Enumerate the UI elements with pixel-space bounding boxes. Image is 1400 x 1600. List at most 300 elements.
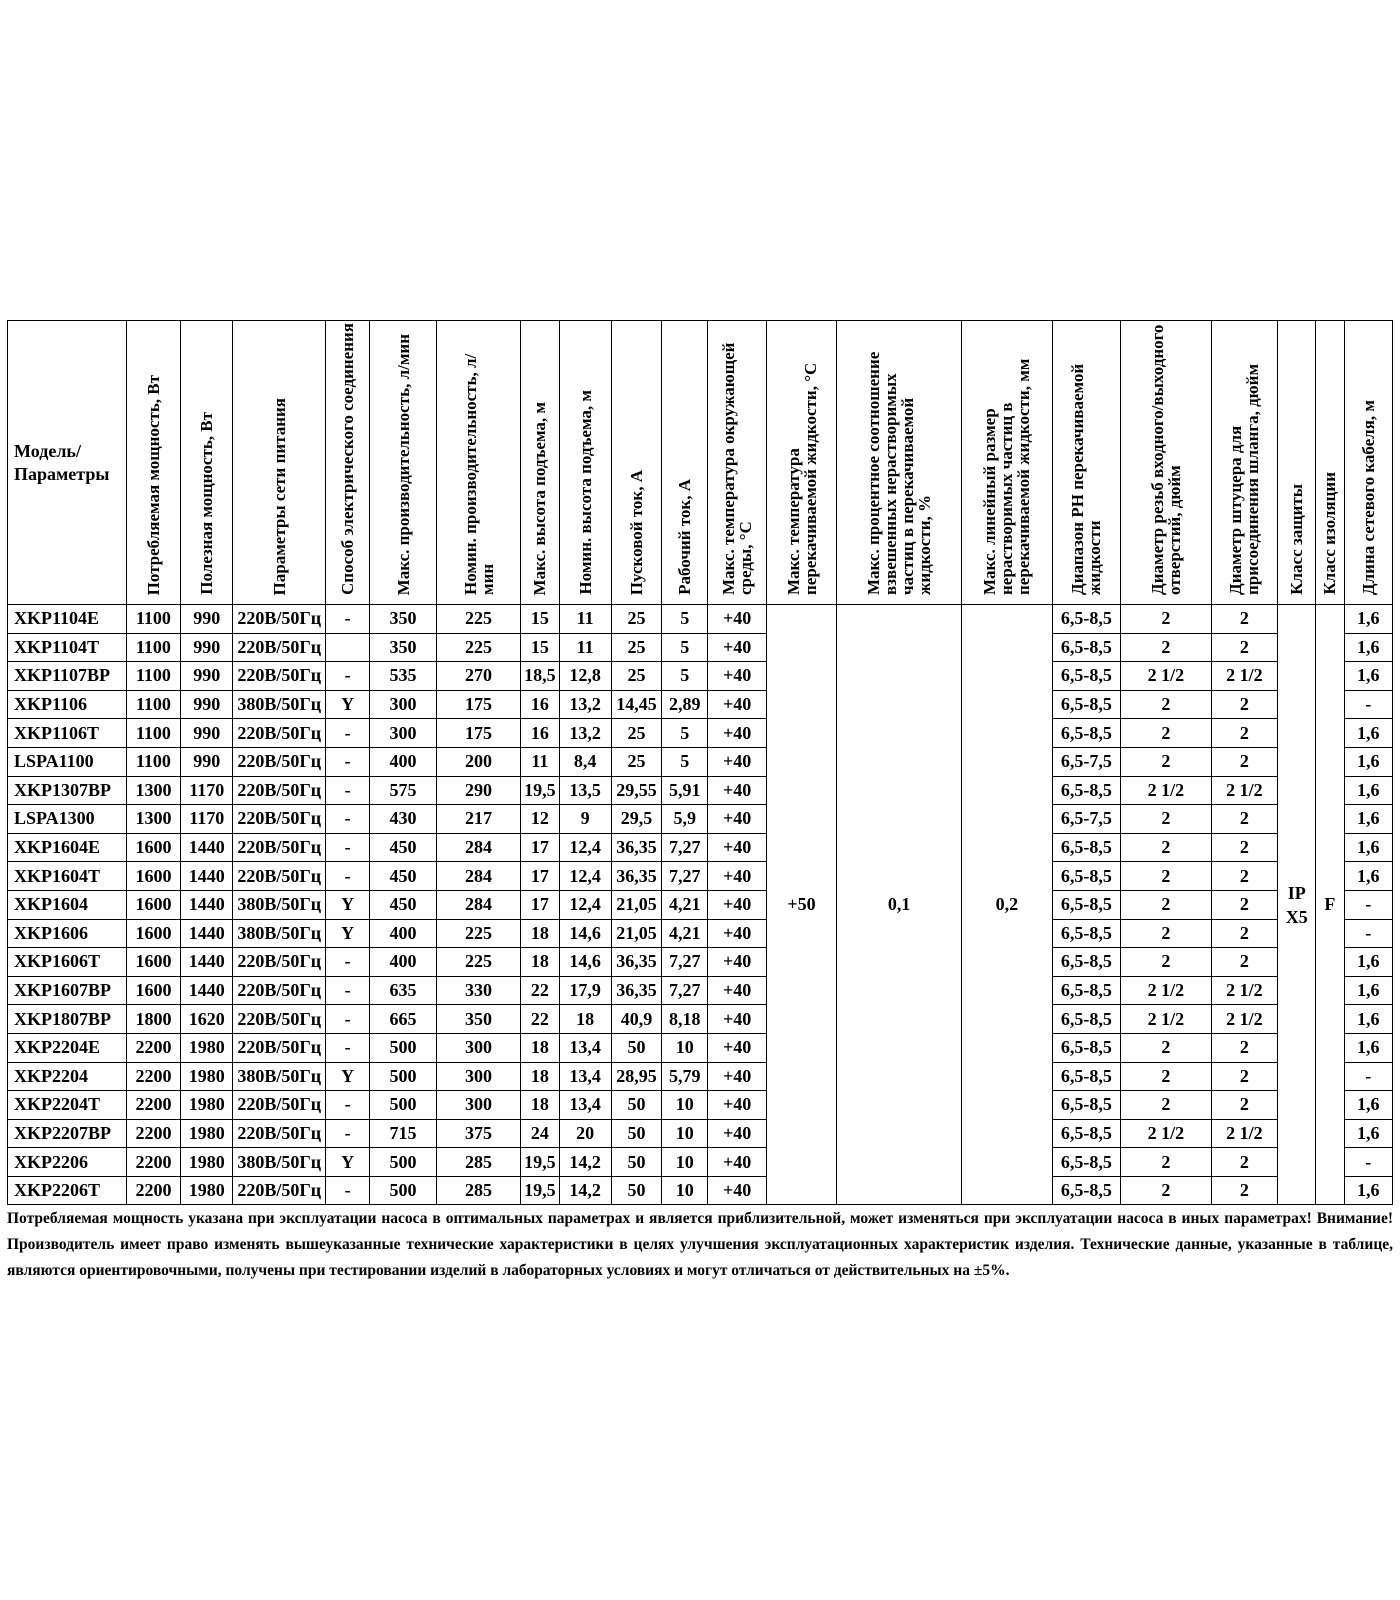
cell-conn: - xyxy=(326,776,370,805)
cell-env: +40 xyxy=(708,948,766,977)
cell-nomflow: 284 xyxy=(436,862,521,891)
cell-hose: 2 1/2 xyxy=(1211,1119,1277,1148)
cell-power: 2200 xyxy=(126,1176,180,1205)
cell-net: 380В/50Гц xyxy=(233,1062,326,1091)
cell-maxhead: 17 xyxy=(521,833,559,862)
cell-conn: - xyxy=(326,747,370,776)
cell-power: 1100 xyxy=(126,690,180,719)
column-header-label: Потребляемая мощность, Вт xyxy=(143,374,163,595)
cell-cable: - xyxy=(1344,690,1393,719)
cell-cable: 1,6 xyxy=(1344,1176,1393,1205)
cell-work: 10 xyxy=(662,1176,708,1205)
cell-hose: 2 1/2 xyxy=(1211,976,1277,1005)
cell-maxhead: 19,5 xyxy=(521,1148,559,1177)
cell-start: 50 xyxy=(611,1091,661,1120)
cell-maxhead: 22 xyxy=(521,976,559,1005)
cell-hose: 2 xyxy=(1211,890,1277,919)
cell-nomhead: 8,4 xyxy=(559,747,611,776)
column-header xyxy=(1278,321,1316,605)
cell-power: 1600 xyxy=(126,976,180,1005)
cell-net: 220В/50Гц xyxy=(233,1091,326,1120)
cell-nomflow: 225 xyxy=(436,633,521,662)
cell-hose: 2 xyxy=(1211,690,1277,719)
cell-ph: 6,5-8,5 xyxy=(1052,1033,1120,1062)
column-header-label: Макс. температура перекачиваемой жидкости, °С xyxy=(783,362,820,595)
cell-start: 25 xyxy=(611,662,661,691)
cell-nomflow: 375 xyxy=(436,1119,521,1148)
cell-model: XKP1606 xyxy=(8,919,127,948)
cell-nomhead: 14,6 xyxy=(559,948,611,977)
cell-start: 25 xyxy=(611,719,661,748)
model-header: Модель/ Параметры xyxy=(8,321,127,605)
cell-maxflow: 500 xyxy=(370,1148,436,1177)
cell-env: +40 xyxy=(708,1091,766,1120)
cell-start: 36,35 xyxy=(611,948,661,977)
cell-net: 220В/50Гц xyxy=(233,776,326,805)
cell-conn: Y xyxy=(326,690,370,719)
cell-useful: 1440 xyxy=(181,948,233,977)
cell-thread: 2 xyxy=(1121,1148,1212,1177)
cell-conn: - xyxy=(326,1033,370,1062)
cell-cable: 1,6 xyxy=(1344,719,1393,748)
column-header-label: Класс изоляции xyxy=(1320,472,1340,595)
cell-model: XKP1104T xyxy=(8,633,127,662)
cell-thread: 2 xyxy=(1121,919,1212,948)
cell-hose: 2 1/2 xyxy=(1211,662,1277,691)
cell-work: 10 xyxy=(662,1033,708,1062)
cell-net: 220В/50Гц xyxy=(233,862,326,891)
cell-model: XKP2204E xyxy=(8,1033,127,1062)
cell-maxhead: 18 xyxy=(521,1062,559,1091)
cell-useful: 1980 xyxy=(181,1119,233,1148)
cell-maxhead: 16 xyxy=(521,690,559,719)
table-row xyxy=(8,719,1393,748)
cell-power: 1100 xyxy=(126,719,180,748)
cell-conn: - xyxy=(326,605,370,634)
cell-maxhead: 19,5 xyxy=(521,1176,559,1205)
cell-nomhead: 20 xyxy=(559,1119,611,1148)
cell-hose: 2 xyxy=(1211,1033,1277,1062)
column-header xyxy=(1344,321,1393,605)
cell-ph: 6,5-8,5 xyxy=(1052,976,1120,1005)
column-header-label: Диапазон PH перекачиваемой жидкости xyxy=(1068,363,1105,595)
header-row xyxy=(8,321,1393,605)
cell-max-liquid-temp: +50 xyxy=(766,605,836,1205)
cell-work: 10 xyxy=(662,1119,708,1148)
cell-ph: 6,5-8,5 xyxy=(1052,1005,1120,1034)
cell-conn: - xyxy=(326,1119,370,1148)
cell-net: 220В/50Гц xyxy=(233,976,326,1005)
table-row xyxy=(8,1005,1393,1034)
cell-start: 36,35 xyxy=(611,862,661,891)
cell-conn: - xyxy=(326,1091,370,1120)
cell-maxflow: 300 xyxy=(370,690,436,719)
cell-model: XKP1106 xyxy=(8,690,127,719)
cell-thread: 2 xyxy=(1121,690,1212,719)
cell-cable: 1,6 xyxy=(1344,747,1393,776)
cell-maxhead: 16 xyxy=(521,719,559,748)
cell-maxflow: 500 xyxy=(370,1091,436,1120)
cell-start: 36,35 xyxy=(611,976,661,1005)
column-header xyxy=(662,321,708,605)
cell-work: 7,27 xyxy=(662,833,708,862)
table-row xyxy=(8,662,1393,691)
cell-power: 1800 xyxy=(126,1005,180,1034)
cell-model: XKP1606T xyxy=(8,948,127,977)
column-header-label: Длина сетевого кабеля, м xyxy=(1358,399,1378,595)
cell-useful: 990 xyxy=(181,690,233,719)
cell-maxhead: 18 xyxy=(521,1091,559,1120)
cell-nomflow: 330 xyxy=(436,976,521,1005)
cell-hose: 2 xyxy=(1211,833,1277,862)
cell-model: XKP1104E xyxy=(8,605,127,634)
cell-cable: 1,6 xyxy=(1344,1091,1393,1120)
cell-ph: 6,5-8,5 xyxy=(1052,862,1120,891)
cell-conn: - xyxy=(326,976,370,1005)
cell-conn: - xyxy=(326,862,370,891)
cell-useful: 1980 xyxy=(181,1176,233,1205)
cell-maxflow: 350 xyxy=(370,605,436,634)
cell-model: XKP1604 xyxy=(8,890,127,919)
column-header xyxy=(436,321,521,605)
cell-cable: 1,6 xyxy=(1344,833,1393,862)
cell-hose: 2 1/2 xyxy=(1211,776,1277,805)
cell-cable: - xyxy=(1344,890,1393,919)
cell-nomflow: 217 xyxy=(436,805,521,834)
cell-model: XKP1607BP xyxy=(8,976,127,1005)
cell-power: 1100 xyxy=(126,747,180,776)
cell-cable: 1,6 xyxy=(1344,1005,1393,1034)
cell-net: 220В/50Гц xyxy=(233,605,326,634)
cell-net: 220В/50Гц xyxy=(233,805,326,834)
cell-thread: 2 1/2 xyxy=(1121,1119,1212,1148)
cell-particle-percent: 0,1 xyxy=(837,605,962,1205)
cell-conn: - xyxy=(326,1005,370,1034)
cell-model: XKP2206 xyxy=(8,1148,127,1177)
cell-model: XKP1604E xyxy=(8,833,127,862)
cell-nomflow: 285 xyxy=(436,1148,521,1177)
cell-env: +40 xyxy=(708,890,766,919)
cell-nomhead: 9 xyxy=(559,805,611,834)
cell-start: 25 xyxy=(611,633,661,662)
cell-useful: 990 xyxy=(181,662,233,691)
table-row xyxy=(8,919,1393,948)
cell-work: 10 xyxy=(662,1148,708,1177)
cell-thread: 2 1/2 xyxy=(1121,662,1212,691)
cell-start: 25 xyxy=(611,747,661,776)
cell-model: LSPA1100 xyxy=(8,747,127,776)
column-header xyxy=(370,321,436,605)
table-row xyxy=(8,805,1393,834)
cell-nomflow: 284 xyxy=(436,890,521,919)
cell-cable: - xyxy=(1344,1148,1393,1177)
table-row xyxy=(8,890,1393,919)
cell-start: 36,35 xyxy=(611,833,661,862)
cell-nomhead: 14,2 xyxy=(559,1148,611,1177)
cell-ph: 6,5-8,5 xyxy=(1052,719,1120,748)
cell-cable: 1,6 xyxy=(1344,633,1393,662)
column-header-label: Макс. производительность, л/мин xyxy=(393,333,413,595)
cell-conn xyxy=(326,633,370,662)
cell-maxflow: 300 xyxy=(370,719,436,748)
cell-work: 5,91 xyxy=(662,776,708,805)
cell-particle-size: 0,2 xyxy=(962,605,1053,1205)
cell-model: XKP1107BP xyxy=(8,662,127,691)
cell-hose: 2 xyxy=(1211,919,1277,948)
column-header-label: Рабочий ток, А xyxy=(675,479,695,595)
column-header xyxy=(1211,321,1277,605)
cell-work: 4,21 xyxy=(662,890,708,919)
column-header xyxy=(1316,321,1344,605)
cell-start: 29,55 xyxy=(611,776,661,805)
cell-thread: 2 xyxy=(1121,948,1212,977)
cell-nomhead: 11 xyxy=(559,633,611,662)
cell-cable: 1,6 xyxy=(1344,1119,1393,1148)
cell-useful: 1440 xyxy=(181,919,233,948)
cell-conn: - xyxy=(326,833,370,862)
cell-net: 220В/50Гц xyxy=(233,747,326,776)
cell-net: 220В/50Гц xyxy=(233,662,326,691)
cell-start: 21,05 xyxy=(611,890,661,919)
cell-cable: 1,6 xyxy=(1344,805,1393,834)
footnote: Потребляемая мощность указана при эксплуатации насоса в оптимальных параметрах и является приблизительной, может изменяться при эксплуатации насоса в иных параметрах! Внимание! Производитель имеет право изменять вышеуказанные технические характеристики в целях улучшения эксплуатационных характеристик изделия. Технические данные, указанные в таблице, являются ориентировочными, получены при тестировании изделий в лабораторных условиях и могут отличаться от действительных на ±5%. xyxy=(7,1210,1393,1279)
cell-maxflow: 350 xyxy=(370,633,436,662)
cell-start: 50 xyxy=(611,1176,661,1205)
cell-power: 2200 xyxy=(126,1033,180,1062)
cell-maxhead: 22 xyxy=(521,1005,559,1034)
column-header-label: Класс защиты xyxy=(1287,484,1307,595)
cell-env: +40 xyxy=(708,1033,766,1062)
cell-env: +40 xyxy=(708,719,766,748)
cell-work: 5,9 xyxy=(662,805,708,834)
cell-thread: 2 1/2 xyxy=(1121,1005,1212,1034)
table-row xyxy=(8,690,1393,719)
cell-useful: 1620 xyxy=(181,1005,233,1034)
cell-hose: 2 xyxy=(1211,719,1277,748)
cell-nomflow: 300 xyxy=(436,1033,521,1062)
column-header-label: Макс. линейный размер нерастворимых частиц в перекачиваемой жидкости, мм xyxy=(980,358,1034,595)
cell-nomhead: 12,4 xyxy=(559,833,611,862)
column-header xyxy=(181,321,233,605)
cell-useful: 1440 xyxy=(181,862,233,891)
cell-maxflow: 450 xyxy=(370,890,436,919)
cell-ip-class xyxy=(1278,605,1316,1205)
cell-maxflow: 450 xyxy=(370,862,436,891)
cell-thread: 2 xyxy=(1121,805,1212,834)
cell-net: 380В/50Гц xyxy=(233,690,326,719)
cell-nomhead: 13,4 xyxy=(559,1033,611,1062)
cell-maxhead: 15 xyxy=(521,633,559,662)
cell-work: 4,21 xyxy=(662,919,708,948)
cell-thread: 2 xyxy=(1121,747,1212,776)
cell-thread: 2 xyxy=(1121,833,1212,862)
cell-power: 1100 xyxy=(126,633,180,662)
cell-net: 380В/50Гц xyxy=(233,890,326,919)
cell-useful: 1170 xyxy=(181,805,233,834)
column-header-label: Параметры сети питания xyxy=(269,397,289,595)
table-row xyxy=(8,1091,1393,1120)
cell-start: 40,9 xyxy=(611,1005,661,1034)
cell-hose: 2 xyxy=(1211,1176,1277,1205)
cell-net: 220В/50Гц xyxy=(233,1176,326,1205)
cell-maxhead: 12 xyxy=(521,805,559,834)
cell-cable: 1,6 xyxy=(1344,976,1393,1005)
cell-env: +40 xyxy=(708,605,766,634)
table-row xyxy=(8,976,1393,1005)
cell-net: 220В/50Гц xyxy=(233,719,326,748)
cell-start: 14,45 xyxy=(611,690,661,719)
cell-hose: 2 1/2 xyxy=(1211,1005,1277,1034)
cell-work: 5 xyxy=(662,719,708,748)
cell-useful: 990 xyxy=(181,605,233,634)
cell-maxhead: 17 xyxy=(521,862,559,891)
cell-env: +40 xyxy=(708,776,766,805)
column-header-label: Макс. температура окружающей среды, °С xyxy=(719,342,756,595)
cell-cable: 1,6 xyxy=(1344,776,1393,805)
column-header-label: Диаметр резьб входного/выходного отверстий, дюйм xyxy=(1147,324,1184,595)
cell-model: XKP2204 xyxy=(8,1062,127,1091)
cell-nomflow: 225 xyxy=(436,919,521,948)
column-header xyxy=(962,321,1053,605)
cell-thread: 2 1/2 xyxy=(1121,976,1212,1005)
cell-ph: 6,5-8,5 xyxy=(1052,919,1120,948)
cell-useful: 990 xyxy=(181,719,233,748)
cell-model: XKP2206T xyxy=(8,1176,127,1205)
cell-hose: 2 xyxy=(1211,948,1277,977)
cell-model: XKP2204T xyxy=(8,1091,127,1120)
column-header xyxy=(708,321,766,605)
cell-hose: 2 xyxy=(1211,805,1277,834)
cell-ph: 6,5-7,5 xyxy=(1052,805,1120,834)
cell-ph: 6,5-8,5 xyxy=(1052,690,1120,719)
cell-maxhead: 24 xyxy=(521,1119,559,1148)
cell-conn: Y xyxy=(326,1062,370,1091)
cell-power: 1600 xyxy=(126,919,180,948)
cell-ph: 6,5-8,5 xyxy=(1052,890,1120,919)
cell-power: 1100 xyxy=(126,605,180,634)
cell-env: +40 xyxy=(708,690,766,719)
cell-net: 220В/50Гц xyxy=(233,833,326,862)
cell-ph: 6,5-8,5 xyxy=(1052,1119,1120,1148)
cell-hose: 2 xyxy=(1211,605,1277,634)
cell-power: 1600 xyxy=(126,948,180,977)
column-header-label: Макс. высота подъема, м xyxy=(530,401,550,595)
cell-hose: 2 xyxy=(1211,1062,1277,1091)
table-row xyxy=(8,605,1393,634)
cell-ph: 6,5-8,5 xyxy=(1052,833,1120,862)
cell-maxhead: 18 xyxy=(521,1033,559,1062)
cell-work: 8,18 xyxy=(662,1005,708,1034)
table-row xyxy=(8,1148,1393,1177)
cell-work: 10 xyxy=(662,1091,708,1120)
cell-nomhead: 13,2 xyxy=(559,690,611,719)
cell-maxflow: 500 xyxy=(370,1176,436,1205)
cell-net: 220В/50Гц xyxy=(233,1033,326,1062)
cell-thread: 2 xyxy=(1121,1176,1212,1205)
cell-nomflow: 200 xyxy=(436,747,521,776)
cell-maxhead: 19,5 xyxy=(521,776,559,805)
cell-cable: - xyxy=(1344,1062,1393,1091)
table-body xyxy=(8,605,1393,1205)
cell-conn: - xyxy=(326,719,370,748)
cell-env: +40 xyxy=(708,805,766,834)
cell-thread: 2 xyxy=(1121,1033,1212,1062)
cell-net: 380В/50Гц xyxy=(233,919,326,948)
cell-nomhead: 14,2 xyxy=(559,1176,611,1205)
cell-conn: - xyxy=(326,1176,370,1205)
cell-net: 380В/50Гц xyxy=(233,1148,326,1177)
table-row xyxy=(8,776,1393,805)
cell-maxhead: 11 xyxy=(521,747,559,776)
column-header-label: Диаметр штуцера для присоединения шланга, дюйм xyxy=(1226,363,1263,595)
cell-power: 1600 xyxy=(126,862,180,891)
cell-ph: 6,5-8,5 xyxy=(1052,1176,1120,1205)
cell-hose: 2 xyxy=(1211,1148,1277,1177)
spec-table xyxy=(7,320,1393,1205)
cell-hose: 2 xyxy=(1211,1091,1277,1120)
cell-nomflow: 284 xyxy=(436,833,521,862)
cell-maxflow: 665 xyxy=(370,1005,436,1034)
cell-hose: 2 xyxy=(1211,862,1277,891)
cell-conn: Y xyxy=(326,919,370,948)
cell-ph: 6,5-8,5 xyxy=(1052,1148,1120,1177)
cell-cable: 1,6 xyxy=(1344,662,1393,691)
cell-ph: 6,5-7,5 xyxy=(1052,747,1120,776)
cell-power: 2200 xyxy=(126,1091,180,1120)
ip-class-line2: X5 xyxy=(1285,906,1308,927)
column-header xyxy=(611,321,661,605)
cell-ph: 6,5-8,5 xyxy=(1052,633,1120,662)
cell-nomflow: 175 xyxy=(436,690,521,719)
cell-maxhead: 17 xyxy=(521,890,559,919)
cell-model: LSPA1300 xyxy=(8,805,127,834)
cell-maxflow: 715 xyxy=(370,1119,436,1148)
cell-conn: Y xyxy=(326,890,370,919)
cell-maxhead: 18,5 xyxy=(521,662,559,691)
cell-thread: 2 xyxy=(1121,1091,1212,1120)
cell-hose: 2 xyxy=(1211,747,1277,776)
cell-start: 50 xyxy=(611,1148,661,1177)
cell-nomhead: 18 xyxy=(559,1005,611,1034)
cell-hose: 2 xyxy=(1211,633,1277,662)
table-row xyxy=(8,747,1393,776)
column-header xyxy=(559,321,611,605)
cell-net: 220В/50Гц xyxy=(233,633,326,662)
cell-nomhead: 14,6 xyxy=(559,919,611,948)
column-header-label: Номин. производительность, л/мин xyxy=(460,353,497,595)
cell-nomhead: 12,4 xyxy=(559,862,611,891)
cell-useful: 1980 xyxy=(181,1148,233,1177)
cell-env: +40 xyxy=(708,862,766,891)
column-header-label: Макс. процентное соотношение взвешенных нерастворимых частиц в перекачиваемой жидкости, % xyxy=(864,351,935,595)
cell-env: +40 xyxy=(708,747,766,776)
column-header xyxy=(521,321,559,605)
cell-cable: 1,6 xyxy=(1344,862,1393,891)
cell-start: 50 xyxy=(611,1119,661,1148)
cell-work: 5 xyxy=(662,633,708,662)
cell-start: 25 xyxy=(611,605,661,634)
cell-cable: 1,6 xyxy=(1344,605,1393,634)
column-header xyxy=(233,321,326,605)
table-row xyxy=(8,1062,1393,1091)
table-row xyxy=(8,833,1393,862)
cell-power: 1600 xyxy=(126,890,180,919)
cell-nomflow: 225 xyxy=(436,605,521,634)
cell-useful: 990 xyxy=(181,747,233,776)
cell-useful: 1980 xyxy=(181,1091,233,1120)
cell-work: 7,27 xyxy=(662,976,708,1005)
cell-model: XKP2207BP xyxy=(8,1119,127,1148)
